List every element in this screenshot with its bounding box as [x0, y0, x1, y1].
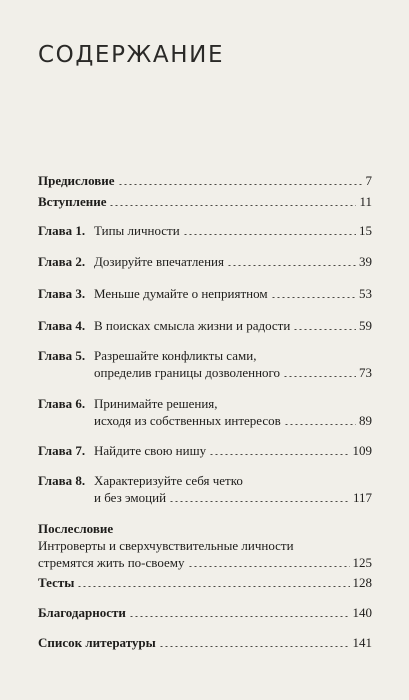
- toc-page-number: 109: [352, 443, 372, 458]
- leader-dots: [188, 566, 350, 567]
- leader-dots: [169, 501, 350, 502]
- toc-page-number: 11: [359, 194, 372, 209]
- toc-entry-title-line1: Характеризуйте себя четко: [94, 473, 243, 488]
- toc-entry-title-line1: Интроверты и сверхчувствительные личности: [38, 538, 294, 553]
- toc-entry-bibliography[interactable]: [38, 634, 372, 651]
- toc-entry-title: Вступление: [38, 194, 107, 209]
- leader-dots: [129, 616, 350, 617]
- chapter-label: Глава 7.: [38, 443, 86, 458]
- toc-entry-title-line2: стремятся жить по-своему: [38, 555, 185, 570]
- leader-dots: [109, 205, 356, 206]
- toc-entry-chapter-8[interactable]: [38, 472, 372, 506]
- leader-dots: [118, 184, 363, 185]
- leader-dots: [77, 586, 349, 587]
- leader-dots: [284, 424, 356, 425]
- toc-entry-title: Предисловие: [38, 173, 115, 188]
- toc-page-number: 125: [352, 555, 372, 570]
- toc-page-number: 53: [359, 286, 372, 301]
- toc-page-number: 89: [359, 413, 372, 428]
- chapter-label: Глава 1.: [38, 223, 86, 238]
- toc-entry-chapter-3[interactable]: [38, 285, 372, 302]
- toc-entry-chapter-5[interactable]: [38, 347, 372, 381]
- toc-entry-title: Список литературы: [38, 635, 156, 650]
- leader-dots: [227, 265, 356, 266]
- toc-entry-title: В поисках смысла жизни и радости: [94, 318, 291, 333]
- toc-entry-acknowledgements[interactable]: [38, 604, 372, 621]
- chapter-label: Глава 2.: [38, 254, 86, 269]
- toc-entry-title: Благодарности: [38, 605, 126, 620]
- toc-page-number: 39: [359, 254, 372, 269]
- toc-entry-title: Типы личности: [94, 223, 180, 238]
- chapter-label: Глава 3.: [38, 286, 86, 301]
- toc-entry-chapter-4[interactable]: [38, 317, 372, 334]
- page-title: СОДЕРЖАНИЕ: [38, 42, 225, 68]
- toc-entry-title-line2: и без эмоций: [94, 490, 167, 505]
- leader-dots: [283, 376, 356, 377]
- leader-dots: [209, 454, 349, 455]
- toc-entry-chapter-2[interactable]: [38, 253, 372, 270]
- toc-entry-title-line1: Разрешайте конфликты сами,: [94, 348, 257, 363]
- toc-page-number: 141: [352, 635, 372, 650]
- toc-page-number: 117: [352, 490, 372, 505]
- toc-entry-chapter-7[interactable]: [38, 442, 372, 459]
- toc-entry-title: Найдите свою нишу: [94, 443, 207, 458]
- toc-entry-preface[interactable]: [38, 172, 372, 189]
- leader-dots: [271, 297, 356, 298]
- leader-dots: [159, 646, 350, 647]
- chapter-label: Глава 5.: [38, 348, 86, 363]
- toc-entry-title: Меньше думайте о неприятном: [94, 286, 268, 301]
- leader-dots: [183, 234, 356, 235]
- toc-page-number: 128: [352, 575, 372, 590]
- toc-entry-title-line1: Принимайте решения,: [94, 396, 218, 411]
- toc-entry-tests[interactable]: [38, 574, 372, 591]
- toc-page-number: 7: [365, 173, 372, 188]
- toc-page-number: 140: [352, 605, 372, 620]
- toc-entry-title: Тесты: [38, 575, 75, 590]
- toc-entry-chapter-6[interactable]: [38, 395, 372, 429]
- toc-entry-heading: Послесловие: [38, 521, 114, 536]
- toc-entry-title: Дозируйте впечатления: [94, 254, 224, 269]
- toc-entry-afterword[interactable]: [38, 520, 372, 571]
- chapter-label: Глава 6.: [38, 396, 86, 411]
- toc-page-number: 73: [359, 365, 372, 380]
- toc-entry-introduction[interactable]: [38, 193, 372, 210]
- toc-entry-title-line2: исходя из собственных интересов: [94, 413, 281, 428]
- leader-dots: [293, 329, 356, 330]
- toc-entry-chapter-1[interactable]: [38, 222, 372, 239]
- toc-page-number: 15: [359, 223, 372, 238]
- chapter-label: Глава 8.: [38, 473, 86, 488]
- toc-entry-title-line2: определив границы дозволенного: [94, 365, 281, 380]
- toc-page-number: 59: [359, 318, 372, 333]
- chapter-label: Глава 4.: [38, 318, 86, 333]
